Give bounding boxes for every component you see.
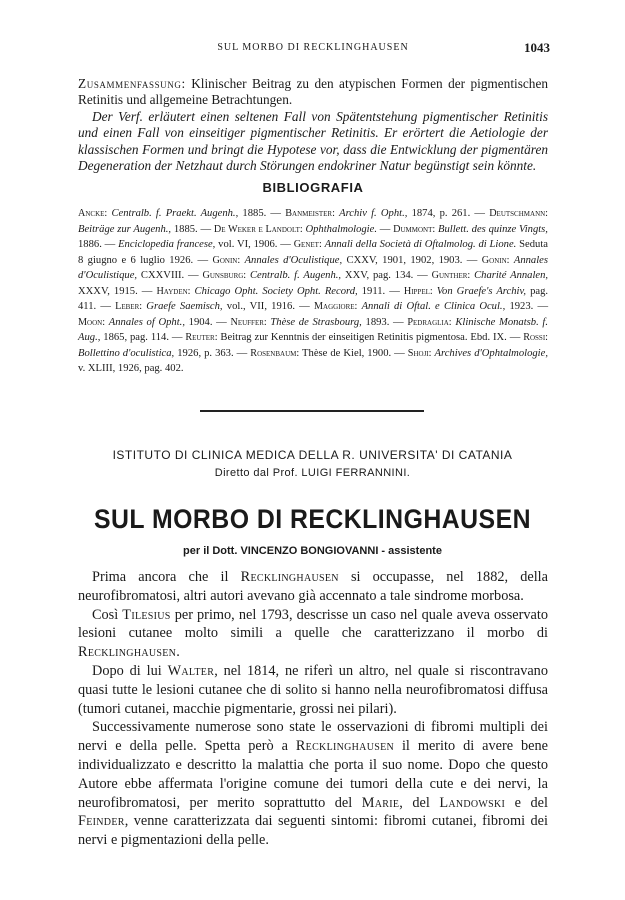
body-paragraph: Dopo di lui Walter, nel 1814, ne riferì un altro, nel quale si riscontravano quasi tutte le lesioni cutanee che di solito si hanno nella neurofibromatosi diffusa (tumori cutanei, macchie pigmentarie, grossi nei pilari).: [78, 662, 548, 717]
page-number: 1043: [524, 40, 550, 55]
summary-abstract: Der Verf. erläutert einen seltenen Fall von Spätentstehung pigmentischer Retinitis und einen Fall von einseitiger pigmentischer Retinitis. Er erörtert die Aetiologie der klassischen Formen und bringt die Hypotese vor, dass die Entwicklung der pigmentären Degeneration der Netzhaut durch Störungen endokriner Natur begünstigt sein könnte.: [78, 108, 548, 174]
body-paragraph: Successivamente numerose sono state le osservazioni di fibromi multipli dei nervi e della pelle. Spetta però a Recklinghausen il merito di avere bene individualizzato e descritto la malattia che porta il suo nome. Dopo che questo Autore ebbe affermata l'origine comune dei tumori della cute e dei nervi, la neurofibromatosi, per merito soprattutto del Marie, del Landowski e del Feinder, venne caratterizzata dai seguenti sintomi: fibromi cutanei, fibromi dei nervi e pigmentazioni della pelle.: [78, 719, 548, 849]
bibliography-entry: Gonin: Annales d'Oculistique, CXXV, 1901, 1902, 1903. —: [212, 254, 478, 266]
bibliography-entry: Gonin: Annales d'Oculistique, CXXVIII. —: [78, 254, 548, 281]
bibliography-entry: De Weker e Landolt: Ophthalmologie. —: [213, 223, 391, 235]
institute-heading: ISTITUTO DI CLINICA MEDICA DELLA R. UNIVERSITA' DI CATANIA: [112, 448, 513, 462]
article-byline: per il Dott. VINCENZO BONGIOVANNI - assistente: [183, 545, 442, 557]
bibliography-entry: Leber: Graefe Saemisch, vol., VII, 1916. —: [115, 301, 310, 312]
bibliography-entry: Genet: Annali della Società di Oftalmolog. di Lione. Seduta 8 giugno e 6 luglio 1926. —: [78, 239, 548, 266]
bibliography-entry: Hippel: Von Graefe's Archiv, pag. 411. —: [78, 285, 549, 312]
bibliography-entry: Moon: Annales of Opht., 1904. —: [78, 316, 227, 328]
article-title: SUL MORBO DI RECKLINGHAUSEN: [93, 504, 532, 534]
bibliography-entry: Reuter: Beitrag zur Kenntnis der einseitigen Retinitis pigmentosa. Ebd. IX. —: [185, 332, 521, 343]
director-line: Diretto dal Prof. LUIGI FERRANNINI.: [214, 467, 411, 479]
bibliography-entry: Pedraglia: Klinische Monatsb. f. Aug., 1865, pag. 114. —: [78, 316, 549, 343]
body-paragraph: Così Tilesius per primo, nel 1793, descrisse un caso nel quale aveva osservato lesioni cutanee molto simili a quelle che caratterizzano il morbo di Recklinghausen.: [78, 606, 549, 661]
running-title: SUL MORBO DI RECKLINGHAUSEN: [217, 42, 409, 53]
bibliography-entry: Neuffer: Thèse de Strasbourg, 1893. —: [230, 316, 404, 328]
summary-section: [78, 76, 548, 174]
bibliography-entry: Rosenbaum: Thèse de Kiel, 1900. —: [250, 347, 405, 359]
body-paragraph: Prima ancora che il Recklinghausen si occupasse, nel 1882, della neurofibromatosi, altri autori avevano già accennato a tale sindrome morbosa.: [78, 569, 548, 604]
bibliography-entry: Maggiore: Annali di Oftal. e Clinica Ocul., 1923. —: [313, 301, 549, 312]
bibliography-entry: Rossi: Bollettino d'oculistica, 1926, p. 363. —: [78, 332, 548, 359]
bibliography-entry: Enciclopedia francese, vol. VI, 1906. —: [118, 239, 291, 250]
bibliography-entry: Gunsburg: Centralb. f. Augenh., XXV, pag. 134. —: [202, 270, 428, 281]
bibliography-entry: Deutschmann: Beiträge zur Augenh., 1885. —: [78, 208, 549, 235]
bibliography-title: BIBLIOGRAFIA: [262, 180, 364, 195]
bibliography-entry: Gunther: Charité Annalen, XXXV, 1915. —: [78, 270, 549, 297]
bibliography-entry: Shoji: Archives d'Ophtalmologie, v. XLIII, 1926, pag. 402.: [78, 347, 548, 374]
bibliography-entry: Banmeister: Archiv f. Opht., 1874, p. 261. —: [285, 208, 486, 219]
summary-text: Klinischer Beitrag zu den atypischen Formen der pigmentischen Retinitis und allgemeine Betrachtungen.: [78, 76, 548, 108]
bibliography-list: [78, 206, 548, 377]
bibliography-entry: Ancke: Centralb. f. Praekt. Augenh., 1885. —: [78, 208, 282, 219]
bibliography-entry: Hayden: Chicago Opht. Society Opht. Record, 1911. —: [156, 285, 400, 297]
bibliography-entry: Dummont: Bullett. des quinze Vingts, 1886. —: [78, 223, 548, 250]
article-body: [78, 568, 548, 850]
section-divider: [200, 410, 424, 412]
summary-label: Zusammenfassung:: [78, 76, 186, 91]
